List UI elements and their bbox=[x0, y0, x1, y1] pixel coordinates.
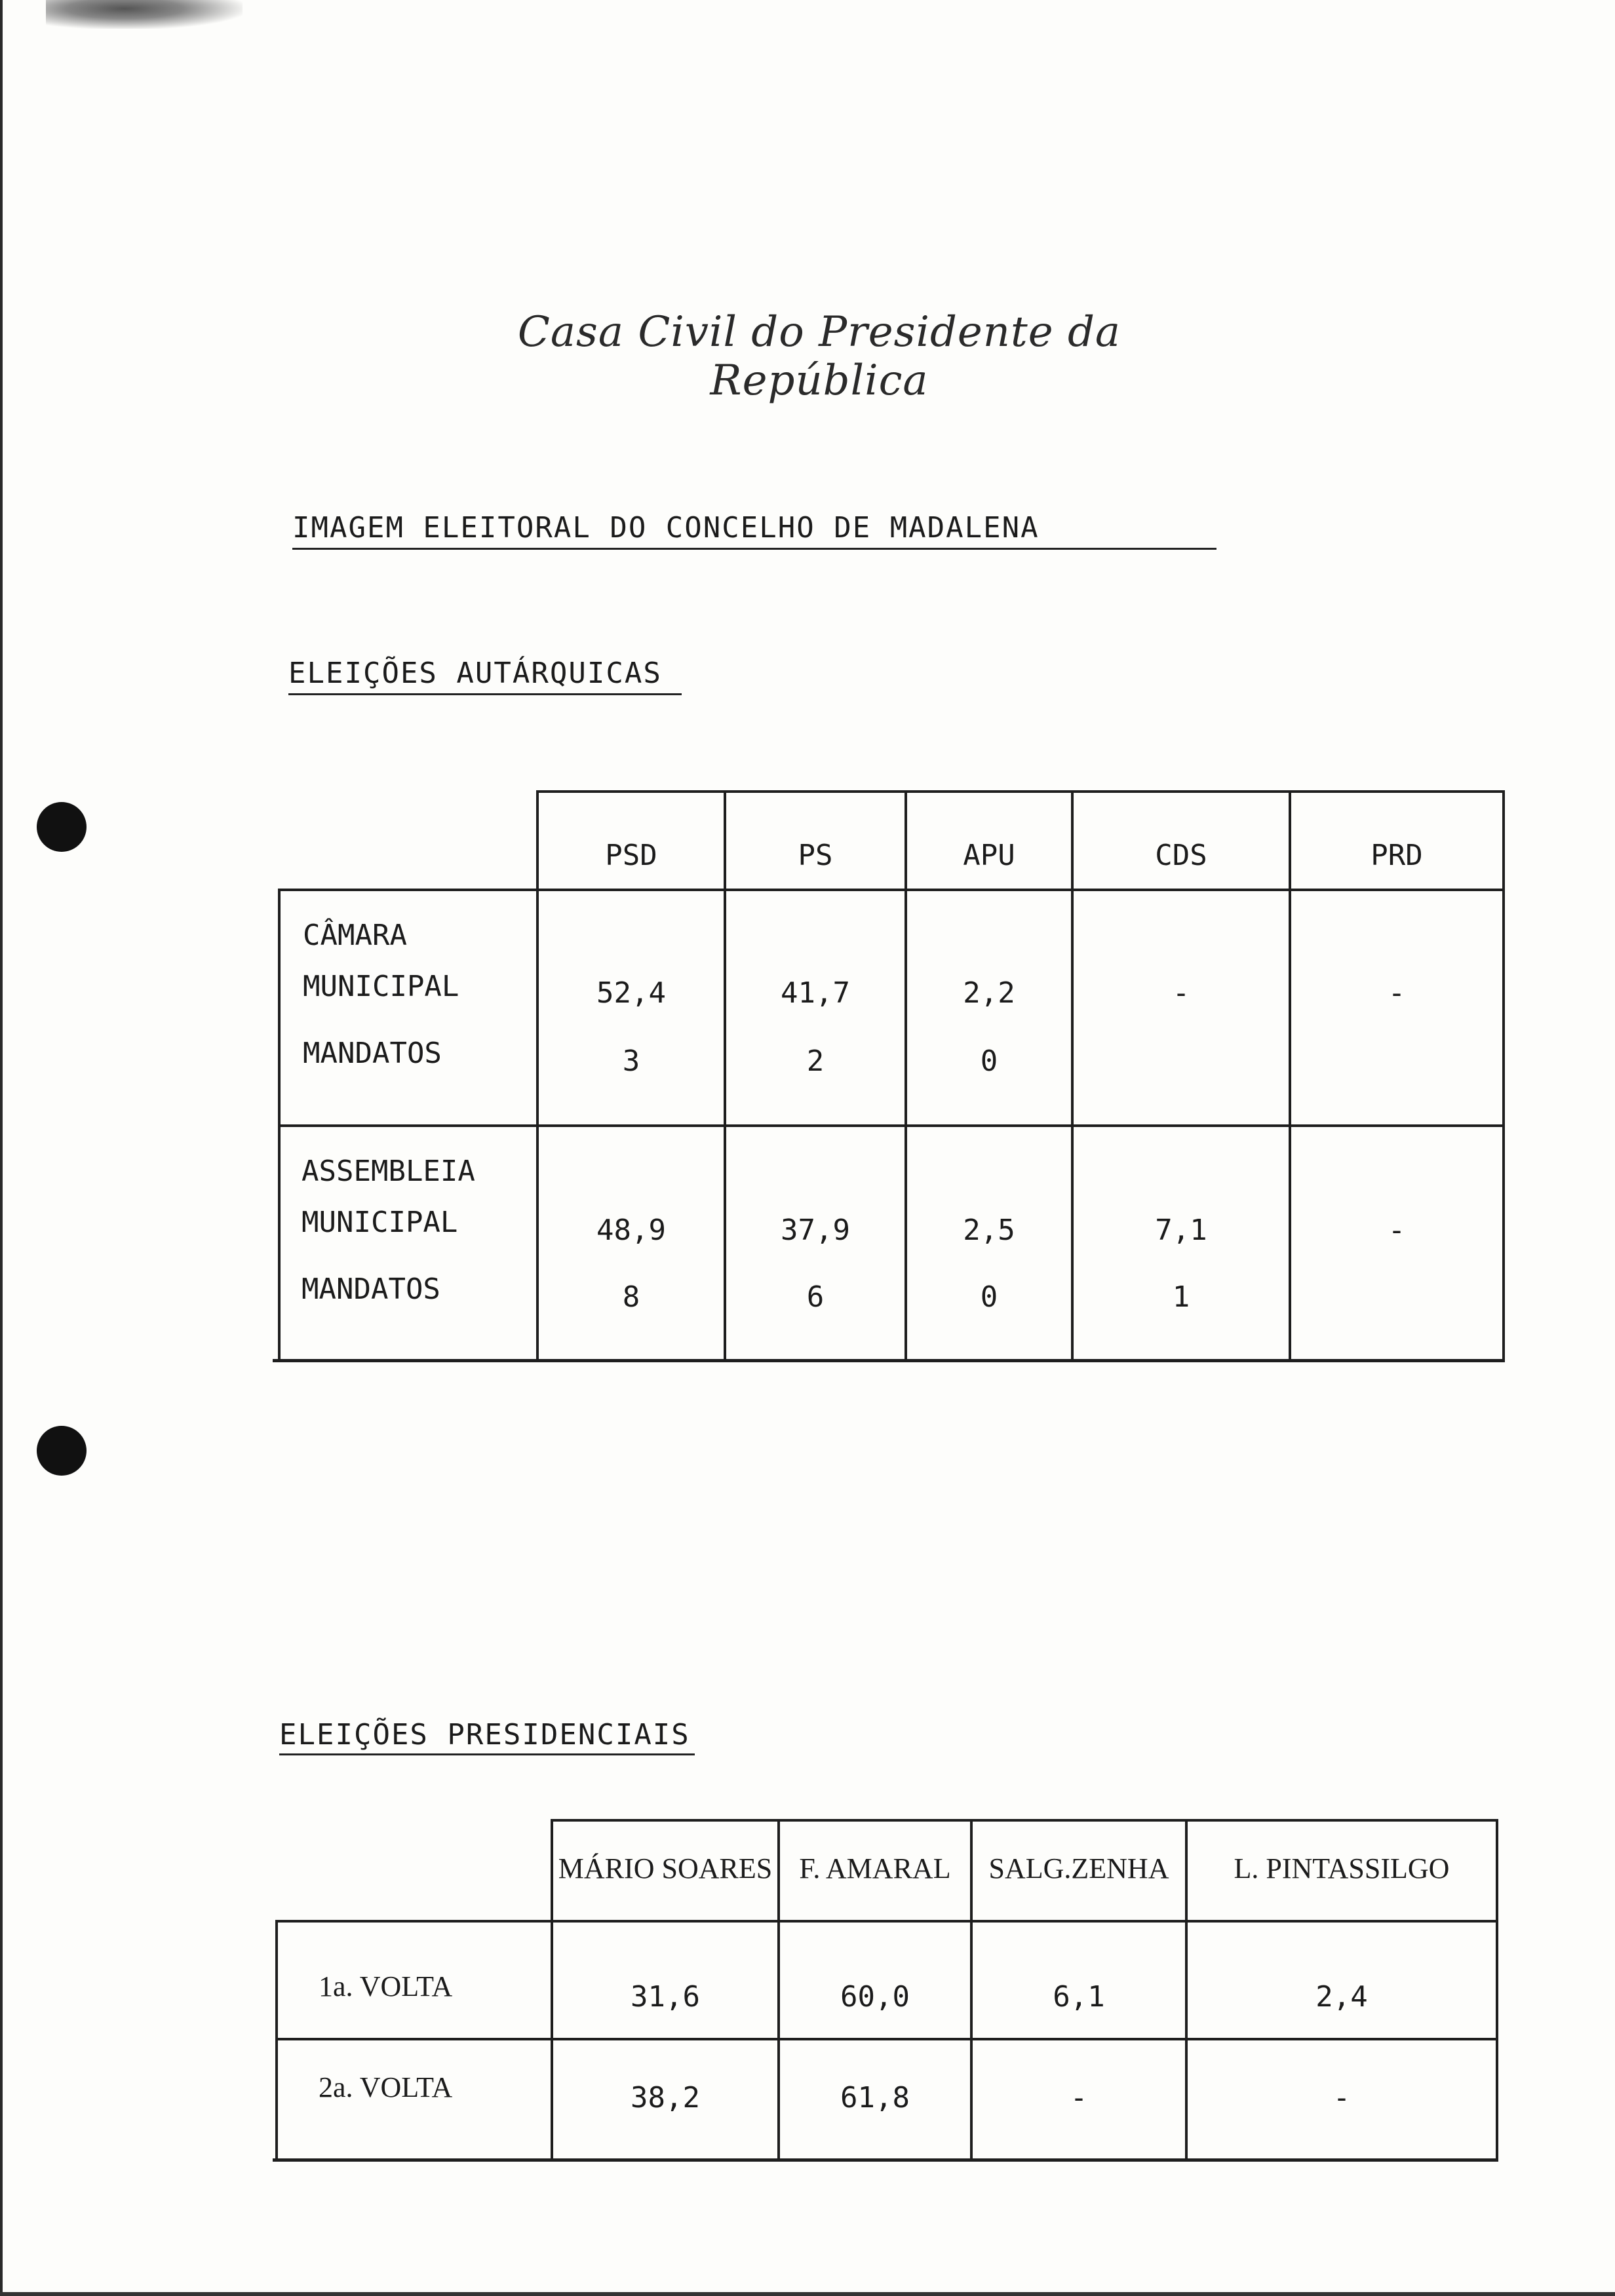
candidate-header-l-pintassilgo: L. PINTASSILGO bbox=[1234, 1852, 1450, 1885]
vote-value: 2,5 bbox=[963, 1214, 1015, 1247]
party-header-prd: PRD bbox=[1371, 839, 1423, 872]
round-value: - bbox=[1333, 2081, 1351, 2114]
mandate-value: 2 bbox=[806, 1044, 825, 1078]
title-underline bbox=[292, 548, 1216, 550]
vote-value: - bbox=[1388, 1214, 1406, 1247]
round-label-second: 2a. VOLTA bbox=[319, 2071, 453, 2103]
party-header-psd: PSD bbox=[605, 839, 657, 872]
row-label-mandatos: MANDATOS bbox=[302, 1272, 440, 1306]
mandate-value: 0 bbox=[980, 1044, 998, 1078]
page-edge bbox=[0, 0, 3, 2296]
round-value: 38,2 bbox=[631, 2081, 700, 2114]
mandate-value: 6 bbox=[806, 1280, 825, 1314]
round-value: 31,6 bbox=[631, 1980, 700, 2014]
candidate-header-f-amaral: F. AMARAL bbox=[799, 1852, 951, 1885]
document-title: IMAGEM ELEITORAL DO CONCELHO DE MADALENA bbox=[292, 511, 1040, 545]
punch-hole-bottom bbox=[37, 1426, 87, 1476]
party-header-cds: CDS bbox=[1155, 839, 1207, 872]
vote-value: - bbox=[1172, 976, 1190, 1010]
round-value: 60,0 bbox=[840, 1980, 910, 2014]
mandate-value: 8 bbox=[622, 1280, 640, 1314]
party-header-apu: APU bbox=[963, 839, 1015, 872]
vote-value: 41,7 bbox=[781, 976, 850, 1010]
candidate-header-mario-soares: MÁRIO SOARES bbox=[558, 1852, 773, 1885]
row-label-mandatos: MANDATOS bbox=[303, 1037, 442, 1070]
vote-value: 48,9 bbox=[596, 1214, 666, 1247]
candidate-header-salg-zenha: SALG.ZENHA bbox=[988, 1852, 1169, 1885]
vote-value: 7,1 bbox=[1155, 1214, 1207, 1247]
party-header-ps: PS bbox=[798, 839, 833, 872]
letterhead: Casa Civil do Presidente da República bbox=[517, 308, 1121, 405]
presidenciais-underline bbox=[279, 1753, 695, 1755]
round-value: 2,4 bbox=[1315, 1980, 1368, 2014]
vote-value: 37,9 bbox=[781, 1214, 850, 1247]
row-label-municipal: MUNICIPAL bbox=[302, 1206, 458, 1239]
row-label-camara: CÂMARA bbox=[303, 919, 407, 952]
round-label-first: 1a. VOLTA bbox=[319, 1970, 453, 2002]
mandate-value: 3 bbox=[622, 1044, 640, 1078]
mandate-value: 1 bbox=[1172, 1280, 1190, 1314]
mandate-value: 0 bbox=[980, 1280, 998, 1314]
presidenciais-heading: ELEIÇÕES PRESIDENCIAIS bbox=[279, 1718, 690, 1751]
round-value: 61,8 bbox=[840, 2081, 910, 2114]
row-label-assembleia: ASSEMBLEIA bbox=[302, 1155, 475, 1188]
autarquicas-heading: ELEIÇÕES AUTÁRQUICAS bbox=[288, 657, 662, 690]
autarquicas-underline bbox=[288, 693, 682, 695]
row-label-municipal: MUNICIPAL bbox=[303, 970, 459, 1003]
vote-value: 2,2 bbox=[963, 976, 1015, 1010]
vote-value: - bbox=[1388, 976, 1406, 1010]
page-edge-bottom bbox=[0, 2292, 1615, 2296]
round-value: 6,1 bbox=[1053, 1980, 1105, 2014]
round-value: - bbox=[1070, 2081, 1088, 2114]
scan-smudge bbox=[46, 0, 243, 29]
punch-hole-top bbox=[37, 802, 87, 852]
vote-value: 52,4 bbox=[596, 976, 666, 1010]
